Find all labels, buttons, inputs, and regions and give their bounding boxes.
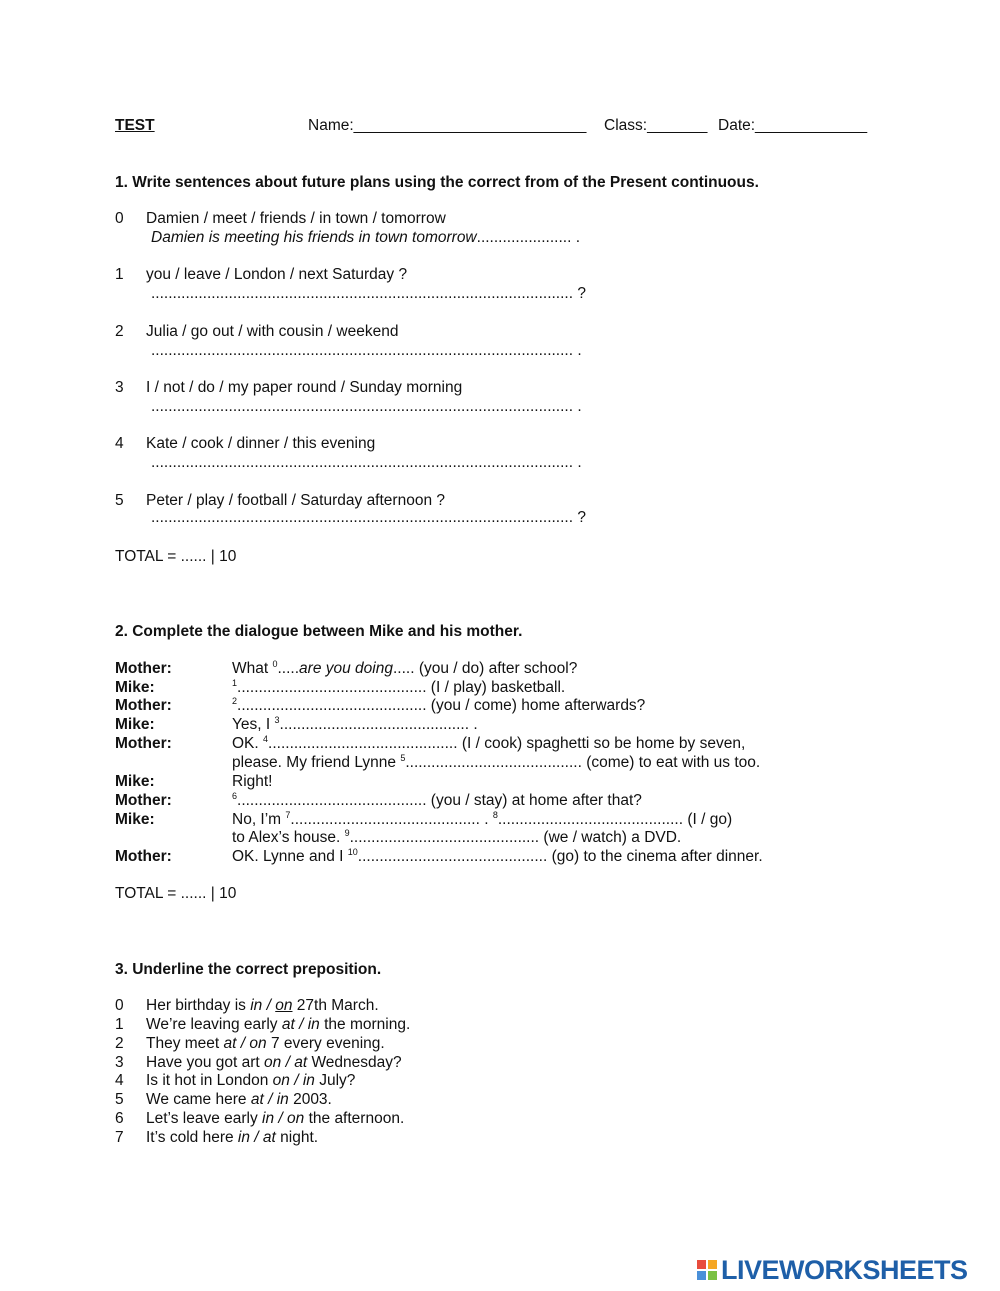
gap-number: 10 [347, 847, 358, 857]
item-number: 2 [115, 1035, 124, 1052]
option-separator: / [274, 1110, 288, 1127]
line-text: ..... (you / do) after school? [392, 660, 578, 677]
logo-blocks-icon [697, 1260, 717, 1280]
dialogue-line-7[interactable] [232, 791, 642, 810]
section-1-title: 1. Write sentences about future plans using the correct from of the Present continuous. [115, 174, 759, 191]
item-prompt: Peter / play / football / Saturday afternoon ? [146, 492, 445, 509]
option-2[interactable]: at [294, 1054, 308, 1071]
option-2[interactable]: at [262, 1129, 276, 1146]
item-prompt: Damien / meet / friends / in town / tomorrow [146, 210, 446, 227]
option-2[interactable]: in [307, 1016, 320, 1033]
dialogue-line-10[interactable] [232, 847, 763, 866]
sentence-text: Her birthday is [146, 997, 251, 1014]
section-1-total: TOTAL = ...... | 10 [115, 548, 237, 565]
item-prompt: Kate / cook / dinner / this evening [146, 435, 376, 452]
gap-number: 8 [492, 810, 498, 820]
line-text: ..... [277, 660, 300, 677]
option-separator: / [294, 1016, 308, 1033]
speaker-mother: Mother: [115, 697, 172, 714]
line-text: OK. [232, 735, 264, 752]
answer-line[interactable]: .................................................................................................. . [151, 342, 582, 359]
speaker-mother: Mother: [115, 660, 172, 677]
item-number: 3 [115, 379, 124, 396]
option-1[interactable]: at [223, 1035, 237, 1052]
gap-number: 3 [274, 715, 280, 725]
option-separator: / [249, 1129, 263, 1146]
gap-number: 5 [400, 753, 406, 763]
sentence-text: Have you got art [146, 1054, 265, 1071]
item-sentence [146, 1053, 402, 1072]
gap-number: 4 [263, 734, 269, 744]
sentence-text: We came here [146, 1091, 251, 1108]
dialogue-line-2[interactable] [232, 696, 645, 715]
option-2[interactable]: on [287, 1110, 305, 1127]
line-text: please. My friend Lynne [232, 754, 401, 771]
item-sentence [146, 1015, 410, 1034]
dialogue-line-0 [232, 659, 577, 678]
sentence-text: Is it hot in London [146, 1072, 273, 1089]
item-number: 1 [115, 266, 124, 283]
line-text: ............................................ . [279, 716, 478, 733]
name-field[interactable]: Name:___________________________ [308, 117, 587, 134]
item-number: 6 [115, 1110, 124, 1127]
item-number: 0 [115, 997, 124, 1014]
section-2-total: TOTAL = ...... | 10 [115, 885, 237, 902]
dialogue-line-8[interactable] [232, 810, 732, 829]
gap-number: 7 [285, 810, 291, 820]
speaker-mike: Mike: [115, 773, 155, 790]
item-sentence [146, 1034, 385, 1053]
item-prompt: you / leave / London / next Saturday ? [146, 266, 408, 283]
dialogue-line-6: Right! [232, 773, 273, 790]
test-heading: TEST [115, 117, 155, 134]
answer-line[interactable]: .................................................................................................. . [151, 454, 582, 471]
dialogue-line-9[interactable] [232, 828, 681, 847]
option-1[interactable]: at [281, 1016, 295, 1033]
sentence-text: night. [275, 1129, 319, 1146]
answer-line[interactable]: .................................................................................................. ? [151, 509, 586, 526]
line-text: ............................................ (I / play) basketball. [237, 679, 566, 696]
item-sentence [146, 1109, 404, 1128]
speaker-mike: Mike: [115, 679, 155, 696]
gap-number: 1 [232, 678, 238, 688]
dialogue-line-4[interactable] [232, 734, 745, 753]
line-text: ......................................... (come) to eat with us too. [405, 754, 761, 771]
option-1[interactable]: at [250, 1091, 264, 1108]
item-number: 5 [115, 492, 124, 509]
line-text: ........................................... (I / go) [497, 811, 733, 828]
gap-number: 0 [272, 659, 278, 669]
answer-line[interactable]: .................................................................................................. . [151, 398, 582, 415]
item-sentence [146, 1090, 332, 1109]
sentence-text: It’s cold here [146, 1129, 238, 1146]
gap-number: 2 [232, 696, 238, 706]
logo-text: LIVEWORKSHEETS [721, 1255, 968, 1285]
dialogue-line-5[interactable] [232, 753, 760, 772]
line-text: ............................................ . [290, 811, 493, 828]
option-1[interactable]: in [262, 1110, 275, 1127]
option-1[interactable]: on [272, 1072, 290, 1089]
sentence-text: Let’s leave early [146, 1110, 263, 1127]
example-answer: are you doing [299, 660, 393, 677]
line-text: ............................................ (you / come) home afterwards? [237, 697, 646, 714]
sentence-text: They meet [146, 1035, 224, 1052]
speaker-mother: Mother: [115, 792, 172, 809]
dialogue-line-1[interactable] [232, 678, 565, 697]
dialogue-line-3[interactable] [232, 715, 478, 734]
item-number: 0 [115, 210, 124, 227]
sentence-text: the afternoon. [304, 1110, 405, 1127]
item-number: 7 [115, 1129, 124, 1146]
example-answer-text: Damien is meeting his friends in town tomorrow [151, 229, 477, 246]
sentence-text: We’re leaving early [146, 1016, 282, 1033]
line-text: to Alex’s house. [232, 829, 345, 846]
option-separator: / [263, 1091, 277, 1108]
gap-number: 6 [232, 791, 238, 801]
line-text: ............................................ (we / watch) a DVD. [349, 829, 682, 846]
speaker-mike: Mike: [115, 716, 155, 733]
option-separator: / [289, 1072, 303, 1089]
item-number: 5 [115, 1091, 124, 1108]
liveworksheets-logo [697, 1255, 968, 1285]
option-2[interactable]: in [276, 1091, 289, 1108]
class-field[interactable]: Class:_______ [604, 117, 708, 134]
option-2[interactable]: on [249, 1035, 267, 1052]
option-2[interactable]: on [275, 997, 293, 1014]
logo-block [697, 1271, 706, 1280]
item-sentence [146, 996, 379, 1015]
line-text: OK. Lynne and I [232, 848, 348, 865]
option-separator: / [281, 1054, 295, 1071]
example-answer [151, 228, 580, 247]
logo-block [708, 1271, 717, 1280]
line-text: ............................................ (I / cook) spaghetti so be home by seven, [268, 735, 746, 752]
logo-block [697, 1260, 706, 1269]
sentence-text: 7 every evening. [266, 1035, 385, 1052]
sentence-text: 2003. [288, 1091, 332, 1108]
option-separator: / [236, 1035, 250, 1052]
date-field[interactable]: Date:_____________ [718, 117, 868, 134]
item-number: 2 [115, 323, 124, 340]
item-prompt: Julia / go out / with cousin / weekend [146, 323, 399, 340]
option-separator: / [262, 997, 276, 1014]
line-text: No, I’m [232, 811, 286, 828]
item-number: 4 [115, 435, 124, 452]
example-answer-dots: ...................... . [476, 229, 580, 246]
sentence-text: July? [314, 1072, 356, 1089]
line-text: Yes, I [232, 716, 275, 733]
sentence-text: Wednesday? [307, 1054, 402, 1071]
section-3-title: 3. Underline the correct preposition. [115, 961, 382, 978]
item-number: 1 [115, 1016, 124, 1033]
option-1[interactable]: in [237, 1129, 250, 1146]
logo-block [708, 1260, 717, 1269]
answer-line[interactable]: .................................................................................................. ? [151, 285, 586, 302]
item-sentence [146, 1128, 318, 1147]
option-2[interactable]: in [302, 1072, 315, 1089]
speaker-mike: Mike: [115, 811, 155, 828]
line-text: What [232, 660, 273, 677]
sentence-text: 27th March. [292, 997, 379, 1014]
option-1[interactable]: in [250, 997, 263, 1014]
item-number: 4 [115, 1072, 124, 1089]
speaker-mother: Mother: [115, 735, 172, 752]
line-text: ............................................ (you / stay) at home after that? [237, 792, 642, 809]
item-number: 3 [115, 1054, 124, 1071]
line-text: ............................................ (go) to the cinema after dinner. [357, 848, 763, 865]
option-1[interactable]: on [264, 1054, 282, 1071]
gap-number: 9 [344, 828, 350, 838]
item-sentence [146, 1071, 355, 1090]
speaker-mother: Mother: [115, 848, 172, 865]
item-prompt: I / not / do / my paper round / Sunday morning [146, 379, 463, 396]
section-2-title: 2. Complete the dialogue between Mike and his mother. [115, 623, 523, 640]
sentence-text: the morning. [319, 1016, 411, 1033]
